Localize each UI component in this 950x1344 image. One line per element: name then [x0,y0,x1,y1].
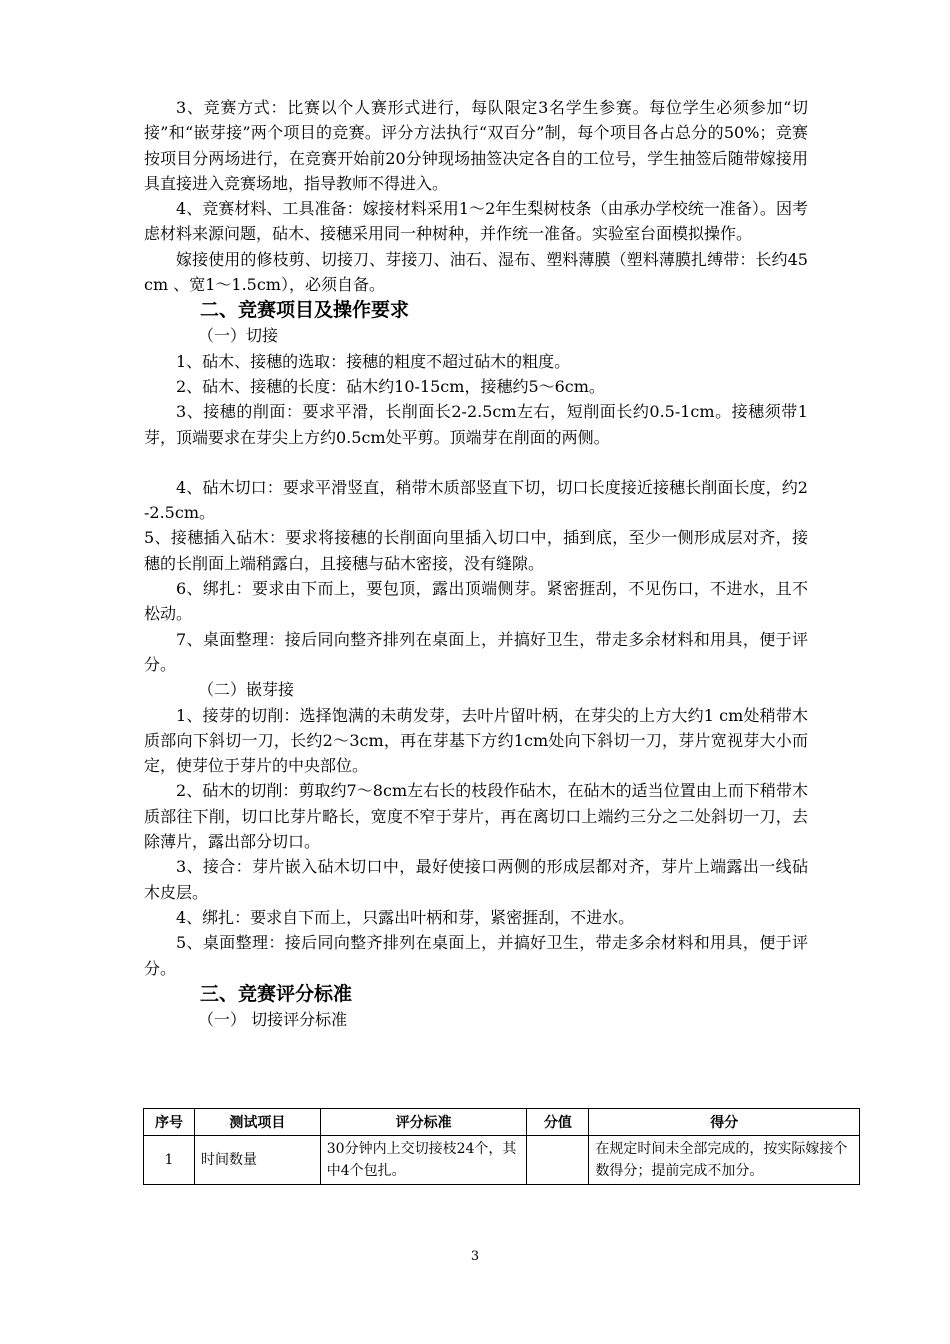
bud-item: 1、接芽的切削：选择饱满的未萌发芽，去叶片留叶柄，在芽尖的上方大约1 cm处稍带木质部向下斜切一刀，长约2～3cm，再在芽基下方约1cm处向下斜切一刀，芽片宽视芽大小而定，使芽位于芽片的中央部位。 [144,705,808,776]
page-number: 3 [470,1249,480,1264]
table-header: 得分 [589,1109,860,1136]
table-header-row [144,1109,860,1136]
table-cell: 1 [144,1136,195,1185]
table-cell [527,1136,589,1185]
table-header: 评分标准 [320,1109,527,1136]
scoring-table [143,1108,860,1185]
bud-item: 3、接合：芽片嵌入砧木切口中，最好使接口两侧的形成层都对齐，芽片上端露出一线砧木皮层。 [144,857,808,902]
table-header: 序号 [144,1109,195,1136]
bud-item: 2、砧木的切削：剪取约7～8cm左右长的枝段作砧木，在砧木的适当位置由上而下稍带木质部往下削，切口比芽片略长，宽度不窄于芽片，再在离切口上端约三分之二处斜切一刀，去除薄片，露出部分切口。 [144,781,808,852]
table-header: 分值 [527,1109,589,1136]
table-row [144,1136,860,1185]
cut-item: 3、接穗的削面：要求平滑，长削面长2-2.5cm左右，短削面长约0.5-1cm。接穗须带1芽，顶端要求在芽尖上方约0.5cm处平剪。顶端芽在削面的两侧。 [144,402,808,447]
table-cell: 30分钟内上交切接枝24个，其中4个包扎。 [320,1136,527,1185]
table-caption: （一） 切接评分标准 [198,1009,348,1029]
cut-item: 1、砧木、接穗的选取：接穗的粗度不超过砧木的粗度。 [176,351,571,371]
bud-item: 5、桌面整理：接后同向整齐排列在桌面上，并搞好卫生，带走多余材料和用具，便于评分。 [144,933,808,978]
table-cell: 在规定时间未全部完成的，按实际嫁接个数得分；提前完成不加分。 [589,1136,860,1185]
cut-item: 4、砧木切口：要求平滑竖直，稍带木质部竖直下切，切口长度接近接穗长削面长度，约2-2.5cm。 [144,477,808,523]
cut-item: 7、桌面整理：接后同向整齐排列在桌面上，并搞好卫生，带走多余材料和用具，便于评分。 [144,629,808,674]
bud-item: 4、绑扎：要求自下而上，只露出叶柄和芽，紧密捱刮，不进水。 [176,907,635,927]
table-header: 测试项目 [194,1109,320,1136]
cut-item: 6、绑扎：要求由下而上，要包顶，露出顶端侧芽。紧密捱刮，不见伤口，不进水，且不松动。 [144,579,808,624]
section-heading-3: 三、竞赛评分标准 [200,982,353,1005]
subheading-cut-graft: （一）切接 [198,326,279,346]
cut-item: 5、接穗插入砧木：要求将接穗的长削面向里插入切口中，插到底，至少一侧形成层对齐，接穗的长削面上端稍露白，且接穗与砧木密接，没有缝隙。 [144,528,808,573]
section-heading-2: 二、竞赛项目及操作要求 [200,299,410,322]
paragraph-materials: 4、竞赛材料、工具准备：嫁接材料采用1～2年生梨树枝条（由承办学校统一准备）。因考虑材料来源问题，砧木、接穗采用同一种树种，并作统一准备。实验室台面模拟操作。 [144,199,808,244]
cut-item: 2、砧木、接穗的长度：砧木约10-15cm，接穗约5～6cm。 [176,376,605,396]
subheading-bud-graft: （二）嵌芽接 [198,680,295,700]
paragraph-competition-format: 3、竞赛方式：比赛以个人赛形式进行，每队限定3名学生参赛。每位学生必须参加“切接”和“嵌芽接”两个项目的竞赛。评分方法执行“双百分”制，每个项目各占总分的50%；竞赛按项目分两场进行，在竞赛开始前20分钟现场抽签决定各自的工位号，学生抽签后随带嫁接用具直接进入竞赛场地，指导教师不得进入。 [144,98,808,193]
paragraph-tools: 嫁接使用的修枝剪、切接刀、芽接刀、油石、湿布、塑料薄膜（塑料薄膜扎缚带：长约45cm 、宽1～1.5cm），必须自备。 [144,249,808,295]
blank-line [144,450,808,475]
table-cell: 时间数量 [194,1136,320,1185]
body-text [144,95,808,1032]
